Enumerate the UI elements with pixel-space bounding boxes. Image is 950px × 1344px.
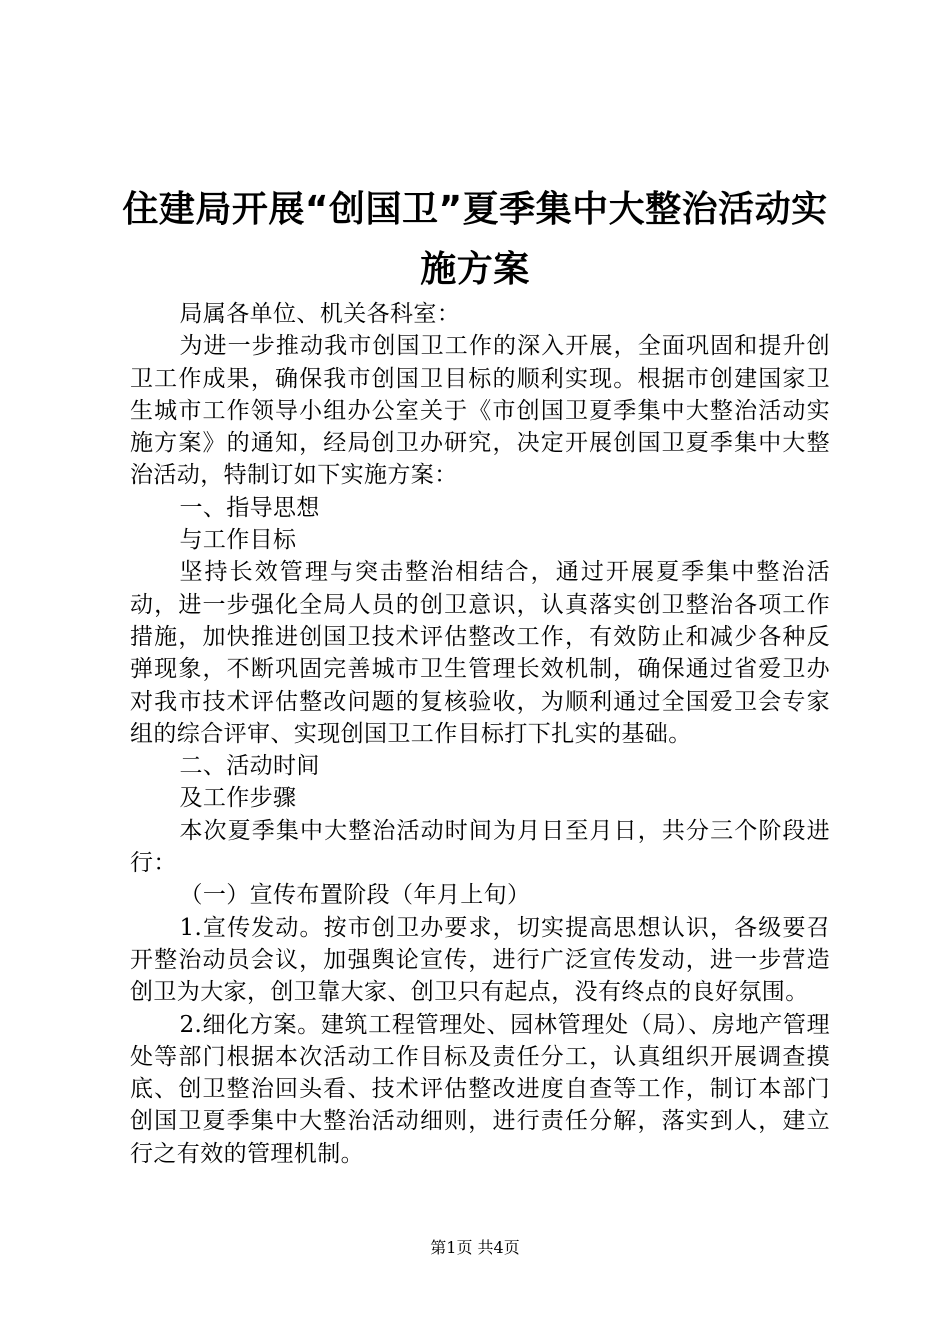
intro-paragraph: 为进一步推动我市创国卫工作的深入开展，全面巩固和提升创卫工作成果，确保我市创国卫目标的顺利实现。根据市创建国家卫生城市工作领导小组办公室关于《市创国卫夏季集中大整治活动实施方案》的通知，经局创卫办研究，决定开展创国卫夏季集中大整治活动，特制订如下实施方案： bbox=[130, 333, 830, 489]
document-body bbox=[130, 298, 830, 1170]
schedule-paragraph: 本次夏季集中大整治活动时间为月日至月日，共分三个阶段进行： bbox=[130, 817, 830, 877]
stage-heading-1: （一）宣传布置阶段（年月上旬） bbox=[179, 882, 531, 909]
item-paragraph-2: 2.细化方案。建筑工程管理处、园林管理处（局）、房地产管理处等部门根据本次活动工作目标及责任分工，认真组织开展调查摸底、创卫整治回头看、技术评估整改进度自查等工作，制订本部门创国卫夏季集中大整治活动细则，进行责任分解，落实到人，建立行之有效的管理机制。 bbox=[130, 1011, 830, 1167]
salutation-paragraph: 局属各单位、机关各科室： bbox=[179, 301, 461, 327]
section-heading-2-cont: 及工作步骤 bbox=[179, 785, 297, 812]
document-title: 住建局开展“创国卫”夏季集中大整治活动实施方案 bbox=[122, 189, 828, 290]
section-heading-1: 一、指导思想 bbox=[179, 494, 320, 521]
item-paragraph-1: 1.宣传发动。按市创卫办要求，切实提高思想认识，各级要召开整治动员会议，加强舆论宣传，进行广泛宣传发动，进一步营造创卫为大家，创卫靠大家、创卫只有起点，没有终点的良好氛围。 bbox=[130, 914, 830, 1006]
guiding-paragraph: 坚持长效管理与突击整治相结合，通过开展夏季集中整治活动，进一步强化全局人员的创卫意识，认真落实创卫整治各项工作措施，加快推进创国卫技术评估整改工作，有效防止和减少各种反弹现象，不断巩固完善城市卫生管理长效机制，确保通过省爱卫办对我市技术评估整改问题的复核验收，为顺利通过全国爱卫会专家组的综合评审、实现创国卫工作目标打下扎实的基础。 bbox=[130, 559, 830, 747]
section-heading-1-cont: 与工作目标 bbox=[179, 527, 297, 554]
page-footer: 第1页 共4页 bbox=[430, 1238, 520, 1257]
section-heading-2: 二、活动时间 bbox=[179, 753, 320, 780]
